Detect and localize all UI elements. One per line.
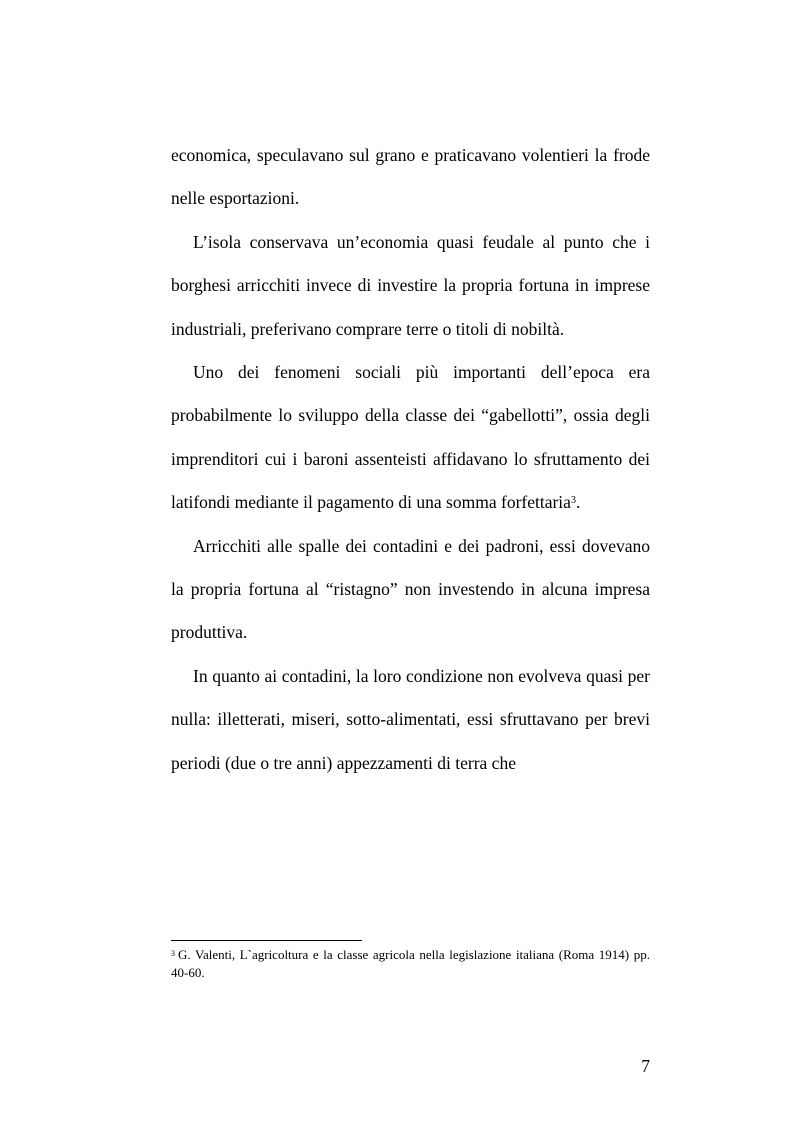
paragraph-1: [171, 134, 650, 221]
footnote: [171, 946, 650, 982]
paragraph-3-trailing: .: [575, 492, 581, 513]
footnote-separator: [171, 940, 362, 941]
footnote-reference[interactable]: 3: [570, 495, 576, 507]
paragraph-3-text: Uno dei fenomeni sociali più importanti dell’epoca era probabilmente lo sviluppo della classe dei “gabellotti”, ossia degli imprenditori cui i baroni assenteisti affidavano lo sfruttamento dei latifondi mediante il pagamento di una somma forfettaria: [171, 362, 650, 513]
paragraph-3: [171, 351, 650, 525]
paragraph-5-text: In quanto ai contadini, la loro condizione non evolveva quasi per nulla: illetterati, miseri, sotto-alimentati, essi sfruttavano per brevi periodi (due o tre anni) appezzamenti di terra che: [171, 665, 650, 773]
paragraph-5: [171, 655, 650, 785]
paragraph-1-text: economica, speculavano sul grano e praticavano volentieri la frode nelle esportazioni.: [171, 145, 650, 209]
footnote-text: G. Valenti, L`agricoltura e la classe agricola nella legislazione italiana (Roma 1914) pp. 40-60.: [171, 947, 650, 980]
paragraph-2: [171, 221, 650, 351]
page-number: 7: [641, 1056, 650, 1076]
footnote-mark: 3: [171, 949, 175, 958]
paragraph-4: [171, 525, 650, 655]
body-text: [171, 134, 650, 785]
paragraph-2-text: L’isola conservava un’economia quasi feudale al punto che i borghesi arricchiti invece di investire la propria fortuna in imprese industriali, preferivano comprare terre o titoli di nobiltà.: [171, 231, 650, 339]
paragraph-4-text: Arricchiti alle spalle dei contadini e dei padroni, essi dovevano la propria fortuna al “ristagno” non investendo in alcuna impresa produttiva.: [171, 535, 650, 643]
